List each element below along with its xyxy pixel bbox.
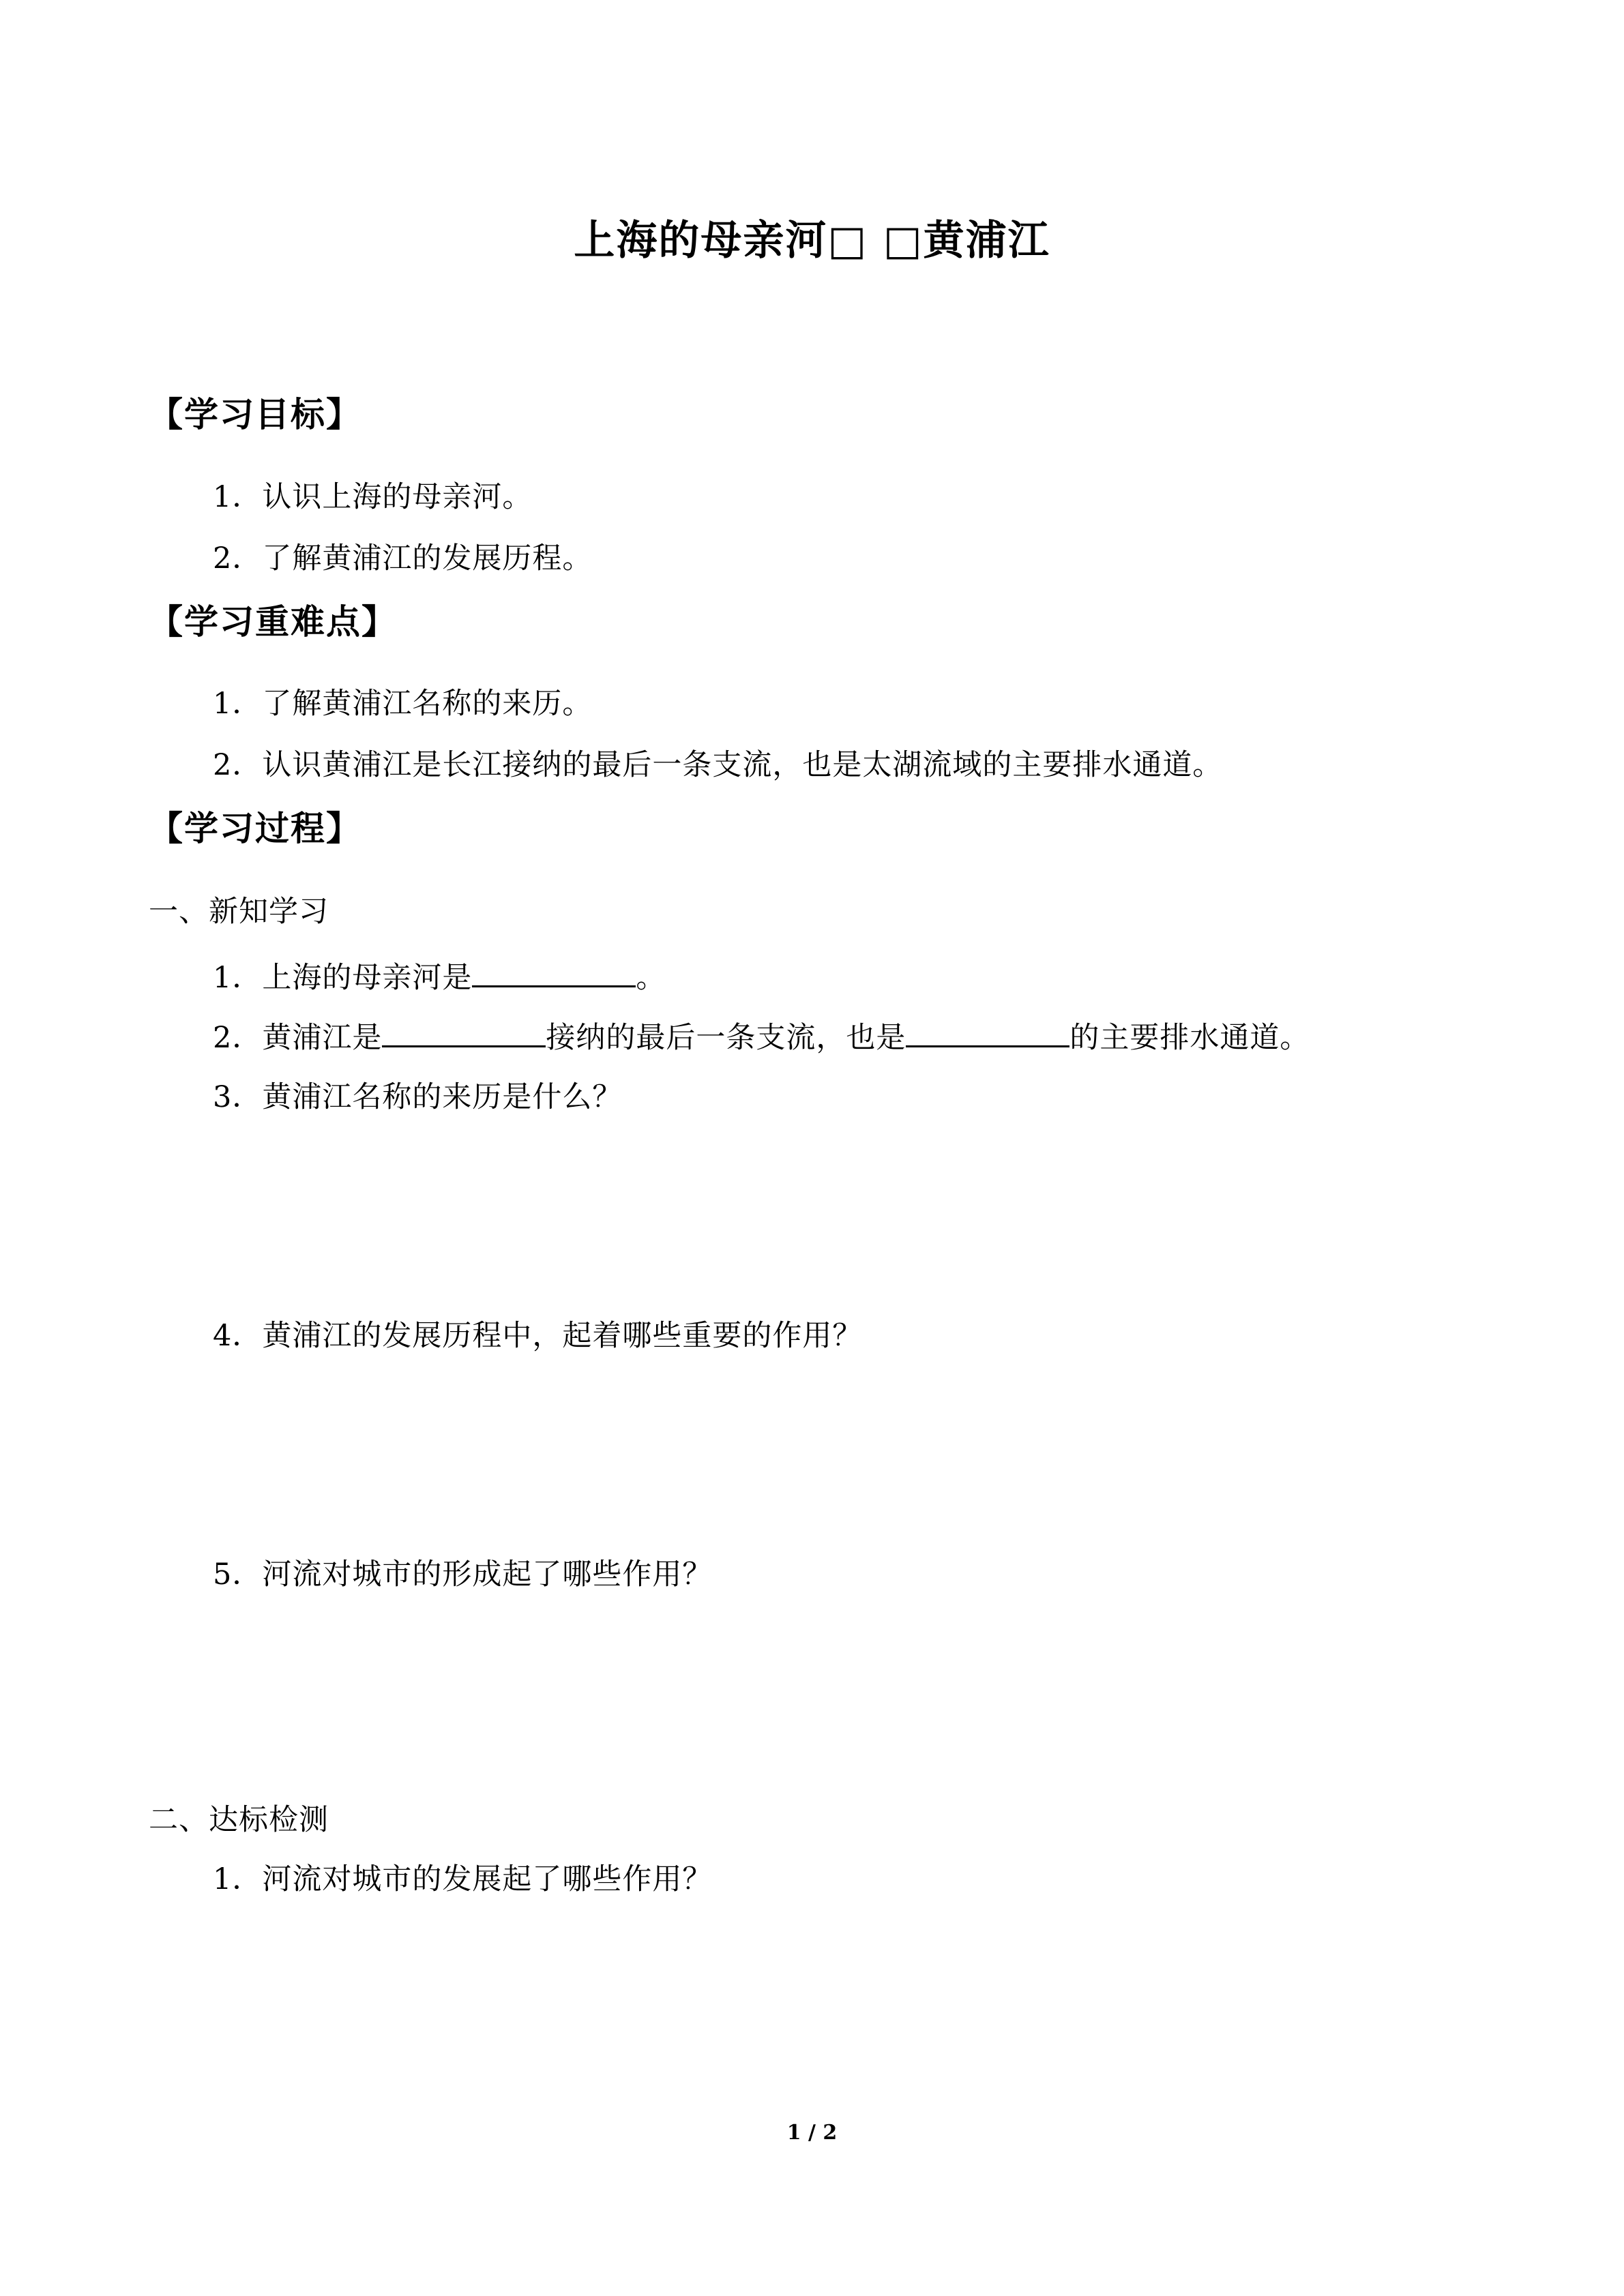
- question-4: 4．黄浦江的发展历程中，起着哪些重要的作用？: [213, 1319, 863, 1353]
- question-1-end: 。: [636, 961, 666, 995]
- page-number: 1 / 2: [786, 2121, 838, 2145]
- page-title: 上海的母亲河□ □黄浦江: [574, 217, 1050, 265]
- heading-process: 【学习过程】: [149, 809, 361, 848]
- question-2-text: 2．黄浦江是: [213, 1021, 383, 1055]
- fill-blank[interactable]: [906, 1019, 1069, 1047]
- question-2: [213, 1015, 1310, 1056]
- test-question-1: 1．河流对城市的发展起了哪些作用？: [213, 1862, 713, 1896]
- heading-objectives: 【学习目标】: [149, 395, 361, 434]
- part2-label: 二、达标检测: [149, 1803, 329, 1837]
- part1-label: 一、新知学习: [149, 895, 329, 929]
- question-1-text: 1．上海的母亲河是: [213, 961, 473, 995]
- question-5: 5．河流对城市的形成起了哪些作用？: [213, 1557, 713, 1592]
- objective-item-2: 2．了解黄浦江的发展历程。: [213, 541, 593, 576]
- heading-key-points: 【学习重难点】: [149, 602, 397, 642]
- fill-blank[interactable]: [382, 1019, 546, 1047]
- objective-item-1: 1．认识上海的母亲河。: [213, 480, 533, 514]
- question-2-end: 的主要排水通道。: [1069, 1021, 1310, 1055]
- question-2-middle: 接纳的最后一条支流，也是: [546, 1021, 906, 1055]
- fill-blank[interactable]: [472, 959, 636, 987]
- key-point-item-2: 2．认识黄浦江是长江接纳的最后一条支流，也是太湖流域的主要排水通道。: [213, 748, 1223, 782]
- question-3: 3．黄浦江名称的来历是什么？: [213, 1080, 623, 1114]
- question-1: [213, 955, 666, 996]
- key-point-item-1: 1．了解黄浦江名称的来历。: [213, 687, 593, 721]
